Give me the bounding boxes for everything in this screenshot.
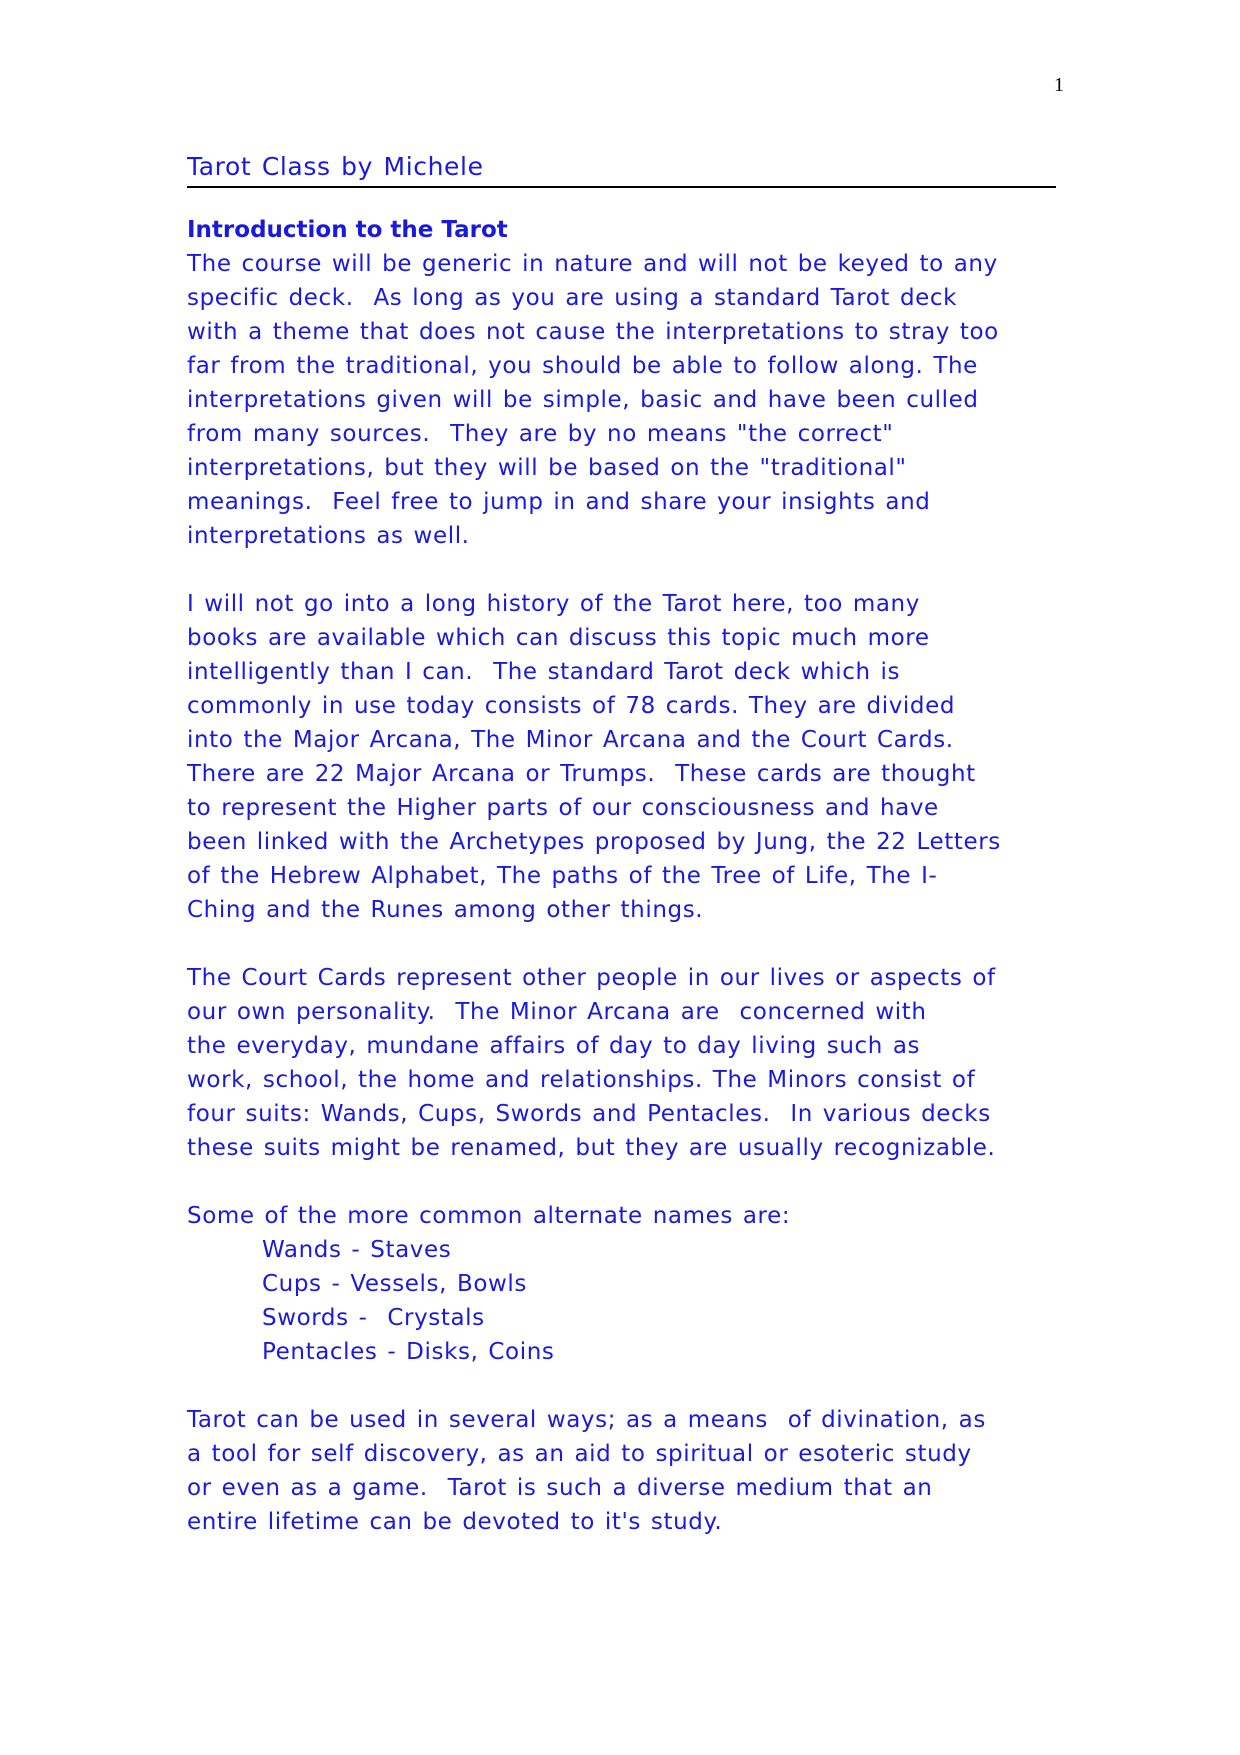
alternate-names-block bbox=[187, 1199, 1067, 1369]
paragraph-court-and-minors bbox=[187, 961, 1067, 1165]
paragraph-spacer bbox=[187, 1369, 1067, 1403]
paragraph-deck-structure bbox=[187, 587, 1067, 927]
text-line: books are available which can discuss this topic much more bbox=[187, 625, 930, 651]
document-title: Tarot Class by Michele bbox=[187, 152, 484, 181]
paragraph-spacer bbox=[187, 553, 1067, 587]
text-line: There are 22 Major Arcana or Trumps. These cards are thought bbox=[187, 761, 976, 787]
alternate-name-item: Wands - Staves bbox=[262, 1237, 452, 1263]
alternate-name-item: Pentacles - Disks, Coins bbox=[262, 1339, 555, 1365]
text-line: our own personality. The Minor Arcana are concerned with bbox=[187, 999, 927, 1025]
text-line: commonly in use today consists of 78 cards. They are divided bbox=[187, 693, 956, 719]
text-line: Tarot can be used in several ways; as a means of divination, as bbox=[187, 1407, 986, 1433]
text-line: interpretations, but they will be based on the "traditional" bbox=[187, 455, 907, 481]
text-line: from many sources. They are by no means "the correct" bbox=[187, 421, 894, 447]
title-underline-rule bbox=[187, 186, 1056, 188]
alternate-name-item: Swords - Crystals bbox=[262, 1305, 485, 1331]
text-line: these suits might be renamed, but they are usually recognizable. bbox=[187, 1135, 996, 1161]
text-line: far from the traditional, you should be able to follow along. The bbox=[187, 353, 978, 379]
text-line: The Court Cards represent other people in our lives or aspects of bbox=[187, 965, 996, 991]
text-line: the everyday, mundane affairs of day to day living such as bbox=[187, 1033, 921, 1059]
alternate-name-item: Cups - Vessels, Bowls bbox=[262, 1271, 527, 1297]
text-line: intelligently than I can. The standard Tarot deck which is bbox=[187, 659, 901, 685]
paragraph-uses-of-tarot bbox=[187, 1403, 1067, 1539]
text-line: been linked with the Archetypes proposed by Jung, the 22 Letters bbox=[187, 829, 1001, 855]
text-line: Ching and the Runes among other things. bbox=[187, 897, 704, 923]
text-line: into the Major Arcana, The Minor Arcana and the Court Cards. bbox=[187, 727, 954, 753]
paragraph-spacer bbox=[187, 927, 1067, 961]
text-line: or even as a game. Tarot is such a diverse medium that an bbox=[187, 1475, 933, 1501]
section-heading: Introduction to the Tarot bbox=[187, 217, 508, 243]
text-line: a tool for self discovery, as an aid to spiritual or esoteric study bbox=[187, 1441, 972, 1467]
text-line: entire lifetime can be devoted to it's study. bbox=[187, 1509, 723, 1535]
document-body bbox=[187, 213, 1067, 1539]
page-number: 1 bbox=[1054, 74, 1064, 96]
text-line: to represent the Higher parts of our consciousness and have bbox=[187, 795, 939, 821]
paragraph-course-overview bbox=[187, 247, 1067, 553]
text-line: of the Hebrew Alphabet, The paths of the Tree of Life, The I- bbox=[187, 863, 938, 889]
text-line: The course will be generic in nature and will not be keyed to any bbox=[187, 251, 998, 277]
text-line: four suits: Wands, Cups, Swords and Pentacles. In various decks bbox=[187, 1101, 991, 1127]
paragraph-spacer bbox=[187, 1165, 1067, 1199]
text-line: interpretations as well. bbox=[187, 523, 470, 549]
text-line: I will not go into a long history of the Tarot here, too many bbox=[187, 591, 920, 617]
text-line: specific deck. As long as you are using a standard Tarot deck bbox=[187, 285, 958, 311]
text-line: work, school, the home and relationships. The Minors consist of bbox=[187, 1067, 976, 1093]
text-line: with a theme that does not cause the interpretations to stray too bbox=[187, 319, 999, 345]
text-line: interpretations given will be simple, basic and have been culled bbox=[187, 387, 979, 413]
text-line: meanings. Feel free to jump in and share your insights and bbox=[187, 489, 931, 515]
alternate-names-intro: Some of the more common alternate names are: bbox=[187, 1203, 791, 1229]
